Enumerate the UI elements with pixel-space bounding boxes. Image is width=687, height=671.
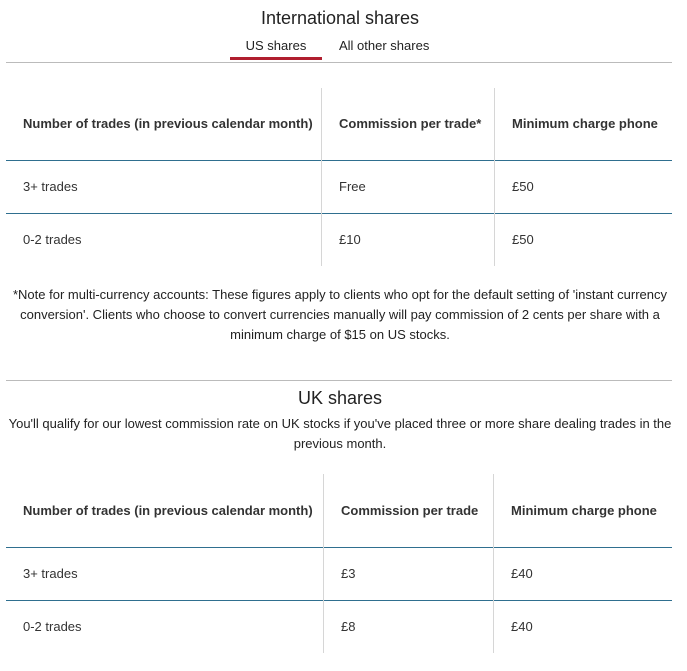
cell-minimum-charge: £50 bbox=[495, 161, 673, 214]
table-header-row bbox=[6, 88, 672, 161]
table-row bbox=[6, 214, 672, 267]
uk-shares-intro: You'll qualify for our lowest commission rate on UK stocks if you've placed three or more share dealing trades in the previous month. bbox=[8, 416, 672, 451]
cell-commission: £8 bbox=[324, 601, 494, 654]
cell-minimum-charge: £40 bbox=[494, 548, 673, 601]
cell-commission: £10 bbox=[322, 214, 495, 267]
header-minimum-charge: Minimum charge phone bbox=[511, 502, 657, 518]
multi-currency-note: *Note for multi-currency accounts: These figures apply to clients who opt for the default setting of 'instant currency conversion'. Clients who choose to convert currencies manually will pay commission of 2 cents per share with a minimum charge of $15 on US stocks. bbox=[12, 287, 667, 342]
table-header-row bbox=[6, 474, 672, 548]
table-row bbox=[6, 601, 672, 654]
share-type-tabs bbox=[230, 38, 429, 62]
header-number-of-trades: Number of trades (in previous calendar month) bbox=[6, 474, 324, 548]
us-shares-commission-table bbox=[6, 88, 672, 266]
section-divider bbox=[6, 380, 672, 381]
tab-us-shares[interactable]: US shares bbox=[230, 38, 322, 60]
cell-minimum-charge: £40 bbox=[494, 601, 673, 654]
cell-minimum-charge: £50 bbox=[495, 214, 673, 267]
cell-trades: 3+ trades bbox=[6, 548, 324, 601]
cell-trades: 0-2 trades bbox=[6, 214, 322, 267]
uk-shares-commission-table bbox=[6, 474, 672, 653]
header-commission: Commission per trade* bbox=[322, 88, 495, 161]
header-number-of-trades: Number of trades (in previous calendar month) bbox=[6, 88, 322, 161]
cell-commission: Free bbox=[322, 161, 495, 214]
cell-trades: 0-2 trades bbox=[6, 601, 324, 654]
cell-commission: £3 bbox=[324, 548, 494, 601]
tab-all-other-shares[interactable]: All other shares bbox=[339, 38, 430, 53]
cell-trades: 3+ trades bbox=[6, 161, 322, 214]
uk-shares-title: UK shares bbox=[297, 388, 383, 408]
tabs-divider bbox=[6, 62, 672, 63]
header-minimum-charge: Minimum charge phone bbox=[512, 116, 658, 131]
header-commission: Commission per trade bbox=[324, 474, 494, 548]
table-row bbox=[6, 548, 672, 601]
table-row bbox=[6, 161, 672, 214]
international-shares-title: International shares bbox=[260, 8, 420, 28]
